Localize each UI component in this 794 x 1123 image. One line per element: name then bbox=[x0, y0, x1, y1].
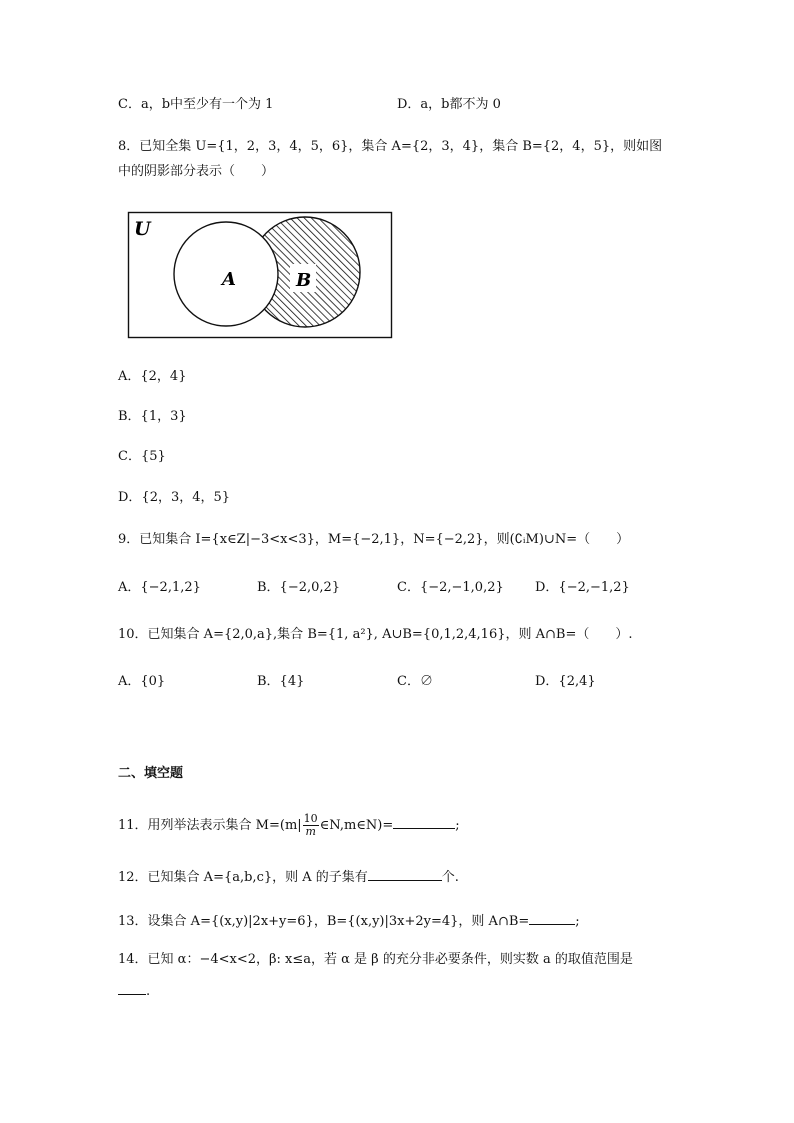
q12-answer-blank[interactable] bbox=[368, 866, 442, 881]
q7-option-c: C．a，b中至少有一个为 1 bbox=[118, 97, 274, 112]
q10-stem: 10．已知集合 A={2,0,a},集合 B={1, a²}, A∪B={0,1,2,4,16}，则 A∩B=（ ）. bbox=[118, 627, 633, 642]
set-b-label: B bbox=[296, 270, 312, 291]
q9-option-b: B．{−2,0,2} bbox=[257, 580, 341, 595]
q8-option-c: C．{5} bbox=[118, 449, 166, 464]
q12-line bbox=[118, 866, 459, 888]
q10-option-b: B．{4} bbox=[257, 674, 305, 689]
q11-prefix: 11．用列举法表示集合 M=(m| bbox=[118, 818, 302, 833]
q11-line bbox=[118, 812, 460, 840]
q11-end: ; bbox=[455, 818, 460, 833]
q9-stem: 9．已知集合 I={x∈Z|−3<x<3}，M={−2,1}，N={−2,2}，则(∁ᵢM)∪N=（ ） bbox=[118, 532, 630, 547]
q7-option-d: D．a，b都不为 0 bbox=[397, 97, 501, 112]
q10-option-a: A．{0} bbox=[118, 674, 166, 689]
q8-option-a: A．{2，4} bbox=[118, 369, 187, 384]
q13-prefix: 13．设集合 A={(x,y)|2x+y=6}，B={(x,y)|3x+2y=4}，则 A∩B= bbox=[118, 914, 530, 929]
q12-prefix: 12．已知集合 A={a,b,c}，则 A 的子集有 bbox=[118, 870, 368, 885]
q11-fraction bbox=[303, 813, 319, 838]
section-heading-fill-in: 二、填空题 bbox=[118, 766, 184, 781]
q11-fraction-numerator: 10 bbox=[303, 812, 318, 825]
q14-line1: 14．已知 α：−4<x<2，β: x≤a，若 α 是 β 的充分非必要条件，则实数 a 的取值范围是 bbox=[118, 952, 633, 967]
q11-suffix: ∈N,m∈N)= bbox=[319, 818, 394, 833]
q9-option-d: D．{−2,−1,2} bbox=[535, 580, 630, 595]
q8-stem-line1: 8．已知全集 U={1，2，3，4，5，6}，集合 A={2，3，4}，集合 B={2，4，5}，则如图 bbox=[118, 139, 663, 154]
q11-fraction-denominator: m bbox=[305, 825, 316, 838]
universe-label: U bbox=[134, 218, 151, 240]
q9-option-c: C．{−2,−1,0,2} bbox=[397, 580, 504, 595]
set-a-label: A bbox=[222, 269, 236, 290]
q14-line2 bbox=[118, 980, 150, 1002]
q10-option-d: D．{2,4} bbox=[535, 674, 596, 689]
q13-end: ; bbox=[575, 914, 580, 929]
q8-stem-line2: 中的阴影部分表示（ ） bbox=[118, 164, 275, 179]
q13-line bbox=[118, 910, 580, 932]
q8-option-d: D．{2，3，4，5} bbox=[118, 490, 231, 505]
q12-end: 个. bbox=[441, 870, 459, 885]
venn-diagram bbox=[126, 210, 396, 342]
q14-end: . bbox=[146, 984, 151, 999]
q9-option-a: A．{−2,1,2} bbox=[118, 580, 201, 595]
q11-answer-blank[interactable] bbox=[393, 814, 455, 829]
q14-answer-blank[interactable] bbox=[118, 980, 146, 995]
q8-option-b: B．{1，3} bbox=[118, 409, 187, 424]
q13-answer-blank[interactable] bbox=[529, 910, 575, 925]
q10-option-c: C．∅ bbox=[397, 674, 433, 689]
